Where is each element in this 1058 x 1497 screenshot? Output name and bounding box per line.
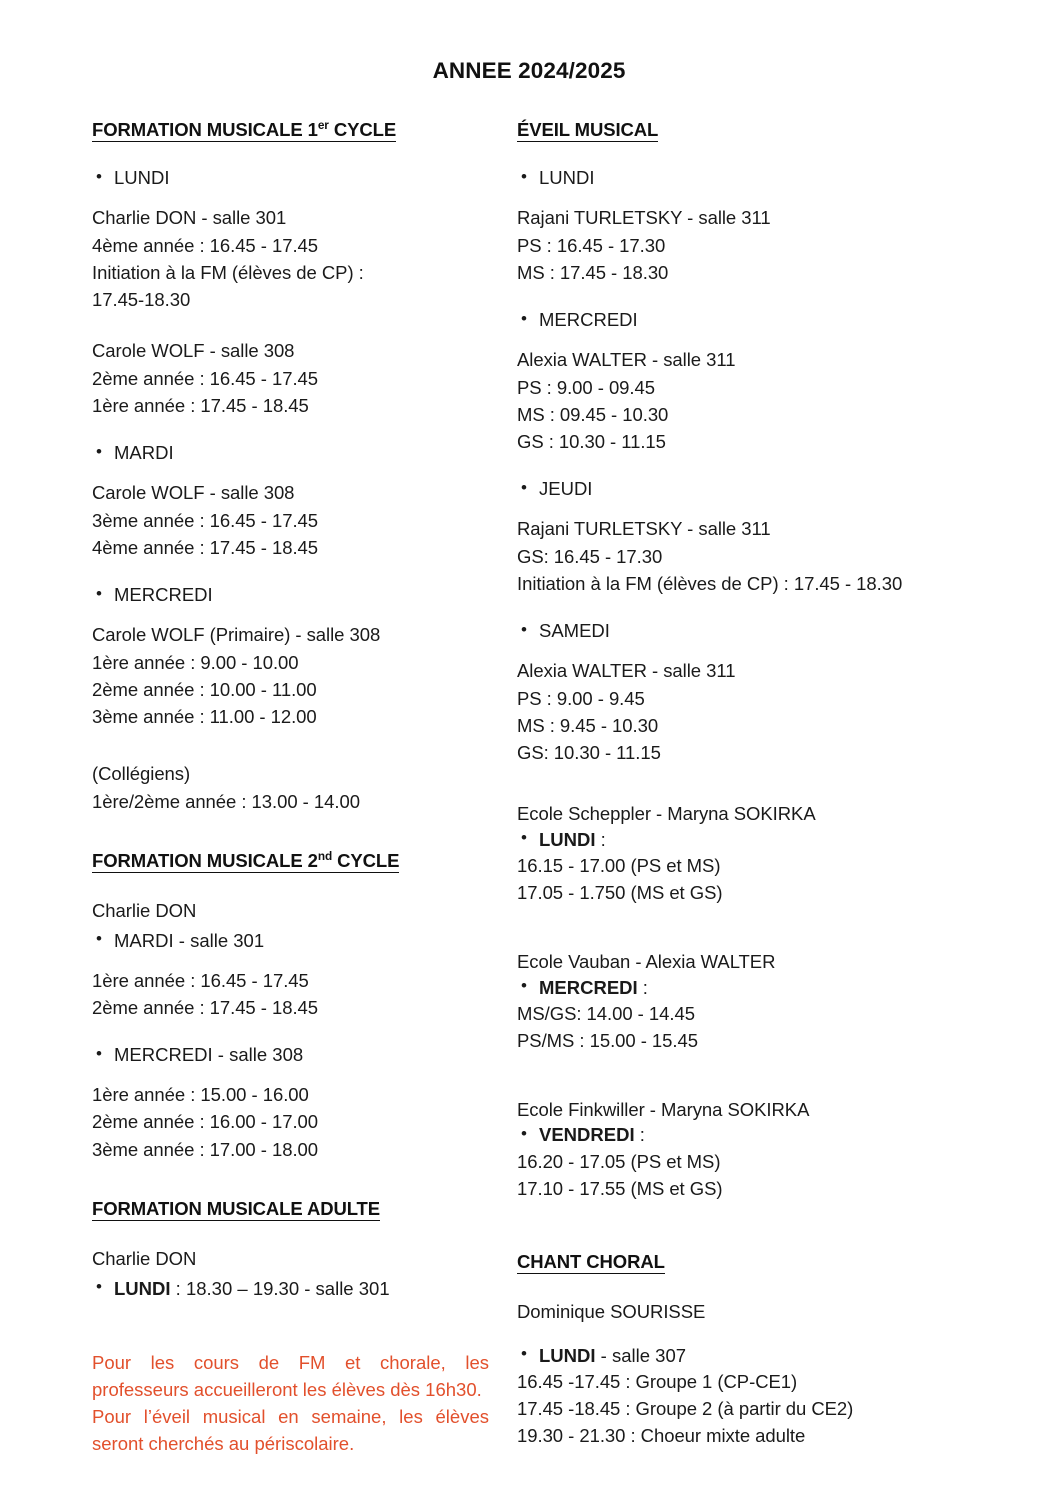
schedule-line: Carole WOLF (Primaire) - salle 308 [92, 624, 381, 646]
schedule-line: Carole WOLF - salle 308 [92, 482, 295, 504]
heading-superscript: er [317, 117, 329, 132]
day-label: VENDREDI [539, 1124, 635, 1146]
schedule-line: 1ère année : 15.00 - 16.00 [92, 1084, 309, 1106]
heading-tail-text: CYCLE [332, 849, 400, 871]
section-formation-musicale-1er-cycle-header [92, 118, 489, 142]
schedule-line: 3ème année : 11.00 - 12.00 [92, 706, 317, 728]
day-bullet-mercredi-vauban [517, 976, 977, 1000]
schedule-line: Initiation à la FM (élèves de CP) : 17.45 - 18.30 [517, 572, 903, 594]
school-name: Ecole Scheppler - Maryna SOKIRKA [517, 803, 816, 825]
day-bullet-mercredi-eveil [517, 308, 977, 332]
day-bullet-lundi-adulte [92, 1277, 489, 1301]
schedule-line: Alexia WALTER - salle 311 [517, 349, 736, 371]
colon-suffix: : [634, 1124, 645, 1146]
right-column [517, 118, 977, 1450]
schedule-block [517, 657, 977, 766]
page-title: ANNEE 2024/2025 [432, 58, 626, 83]
heading-main-text: FORMATION MUSICALE 2 [92, 849, 318, 871]
day-bullet-mercredi-2nd-cycle [92, 1043, 489, 1067]
section-heading: ÉVEIL MUSICAL [517, 118, 658, 142]
schedule-line: 1ère année : 17.45 - 18.45 [92, 395, 309, 417]
schedule-line: 2ème année : 10.00 - 11.00 [92, 678, 317, 700]
schedule-line: PS : 9.00 - 09.45 [517, 376, 655, 398]
schedule-line: GS: 16.45 - 17.30 [517, 545, 663, 567]
schedule-line: 16.15 - 17.00 (PS et MS) [517, 854, 721, 876]
left-column [92, 118, 517, 1457]
heading-superscript: nd [317, 848, 333, 863]
schedule-line: (Collégiens) [92, 763, 191, 785]
school-block-vauban [517, 948, 977, 1054]
schedule-line: 2ème année : 16.45 - 17.45 [92, 367, 319, 389]
schedule-line: 17.45-18.30 [92, 289, 191, 311]
schedule-line: MS : 17.45 - 18.30 [517, 261, 669, 283]
schedule-block [92, 204, 489, 313]
heading-tail-text: CYCLE [328, 119, 397, 140]
day-bullet-lundi-scheppler [517, 828, 977, 852]
school-block-scheppler [517, 800, 977, 906]
schedule-line: 17.05 - 1.750 (MS et GS) [517, 882, 723, 904]
teacher-name: Charlie DON [92, 900, 197, 922]
schedule-block [517, 1000, 977, 1055]
room-label: - salle 301 [173, 929, 265, 951]
day-bullet-mardi-2nd-cycle [92, 929, 489, 953]
schedule-line: Rajani TURLETSKY - salle 311 [517, 518, 771, 540]
schedule-line: 2ème année : 16.00 - 17.00 [92, 1111, 319, 1133]
day-label: SAMEDI [539, 620, 610, 642]
day-label: LUNDI [114, 167, 170, 189]
schedule-block [92, 337, 489, 419]
schedule-line: 1ère année : 9.00 - 10.00 [92, 651, 299, 673]
schedule-line: 3ème année : 17.00 - 18.00 [92, 1138, 319, 1160]
teacher-name: Dominique SOURISSE [517, 1301, 706, 1323]
schedule-line: Carole WOLF - salle 308 [92, 340, 295, 362]
room-label: - salle 308 [212, 1044, 304, 1066]
section-heading: CHANT CHORAL [517, 1250, 665, 1274]
schedule-line: 3ème année : 16.45 - 17.45 [92, 509, 319, 531]
day-bullet-mardi [92, 441, 489, 465]
day-bullet-lundi-choral [517, 1344, 977, 1368]
spacer [92, 1315, 489, 1349]
two-column-layout [0, 118, 1058, 1457]
schedule-line: 19.30 - 21.30 : Choeur mixte adulte [517, 1425, 806, 1447]
colon-suffix: : [637, 976, 648, 998]
schedule-line: PS/MS : 15.00 - 15.45 [517, 1029, 698, 1051]
time-and-room-label: : 18.30 – 19.30 - salle 301 [170, 1277, 390, 1299]
schedule-line: Rajani TURLETSKY - salle 311 [517, 207, 771, 229]
schedule-line: MS/GS: 14.00 - 14.45 [517, 1002, 695, 1024]
schedule-block [517, 515, 977, 597]
day-bullet-lundi [92, 166, 489, 190]
schedule-line: Charlie DON - salle 301 [92, 207, 287, 229]
schedule-line: 1ère/2ème année : 13.00 - 14.00 [92, 790, 360, 812]
day-label: MERCREDI [539, 309, 638, 331]
schedule-line: 1ère année : 16.45 - 17.45 [92, 969, 309, 991]
schedule-block [92, 967, 489, 1022]
section-eveil-musical-header [517, 118, 977, 142]
teacher-name: Charlie DON [92, 1248, 197, 1270]
day-label: MERCREDI [539, 976, 638, 998]
day-label: LUNDI [539, 1344, 596, 1366]
school-name: Ecole Finkwiller - Maryna SOKIRKA [517, 1099, 810, 1121]
schedule-line: Initiation à la FM (élèves de CP) : [92, 261, 364, 283]
school-name: Ecole Vauban - Alexia WALTER [517, 951, 776, 973]
spacer [92, 744, 489, 760]
day-bullet-samedi-eveil [517, 619, 977, 643]
section-formation-musicale-adulte-header [92, 1197, 489, 1221]
day-label: LUNDI [539, 828, 596, 850]
schedule-line: MS : 9.45 - 10.30 [517, 714, 659, 736]
schedule-block [517, 346, 977, 455]
schedule-line: 2ème année : 17.45 - 18.45 [92, 996, 319, 1018]
schedule-block [517, 1148, 977, 1203]
schedule-block [92, 760, 489, 815]
day-bullet-mercredi [92, 583, 489, 607]
colon-suffix: : [595, 828, 606, 850]
day-bullet-vendredi-finkwiller [517, 1123, 977, 1147]
schedule-line: 16.45 -17.45 : Groupe 1 (CP-CE1) [517, 1370, 798, 1392]
schedule-block [92, 479, 489, 561]
schedule-line: GS: 10.30 - 11.15 [517, 742, 661, 764]
notice-paragraph-1: Pour les cours de FM et chorale, les professeurs accueilleront les élèves dès 16h30. [92, 1351, 489, 1400]
section-heading [92, 118, 396, 142]
spacer [517, 1222, 977, 1250]
schedule-line: 17.10 - 17.55 (MS et GS) [517, 1177, 723, 1199]
day-label: MARDI [114, 442, 174, 464]
schedule-line: 4ème année : 17.45 - 18.45 [92, 536, 319, 558]
day-label: LUNDI [114, 1277, 171, 1299]
schedule-line: 16.20 - 17.05 (PS et MS) [517, 1150, 721, 1172]
schedule-block [517, 1368, 977, 1450]
schedule-line: Alexia WALTER - salle 311 [517, 660, 736, 682]
schedule-block [517, 204, 977, 286]
schedule-line: GS : 10.30 - 11.15 [517, 431, 666, 453]
schedule-block [92, 621, 489, 730]
spacer [517, 1074, 977, 1096]
heading-main-text: FORMATION MUSICALE 1 [92, 119, 318, 140]
section-heading [92, 849, 399, 873]
schedule-block [92, 1081, 489, 1163]
spacer [517, 926, 977, 948]
schedule-block [517, 852, 977, 907]
section-heading: FORMATION MUSICALE ADULTE [92, 1197, 380, 1221]
school-block-finkwiller [517, 1096, 977, 1202]
day-label: MERCREDI [114, 584, 213, 606]
schedule-line: PS : 16.45 - 17.30 [517, 234, 666, 256]
day-label: MERCREDI [114, 1044, 213, 1066]
day-label: MARDI [114, 929, 174, 951]
room-label: - salle 307 [595, 1344, 687, 1366]
notice-paragraph-2: Pour l’éveil musical en semaine, les élèves seront cherchés au périscolaire. [92, 1406, 489, 1455]
section-chant-choral-header [517, 1250, 977, 1274]
day-label: LUNDI [539, 167, 595, 189]
day-label: JEUDI [539, 478, 593, 500]
section-formation-musicale-2nd-cycle-header [92, 849, 489, 873]
day-bullet-lundi-eveil [517, 166, 977, 190]
red-notice [92, 1349, 489, 1458]
schedule-line: MS : 09.45 - 10.30 [517, 403, 669, 425]
schedule-line: PS : 9.00 - 9.45 [517, 687, 645, 709]
spacer [92, 327, 489, 337]
schedule-line: 4ème année : 16.45 - 17.45 [92, 234, 319, 256]
day-bullet-jeudi-eveil [517, 477, 977, 501]
schedule-line: 17.45 -18.45 : Groupe 2 (à partir du CE2) [517, 1398, 854, 1419]
